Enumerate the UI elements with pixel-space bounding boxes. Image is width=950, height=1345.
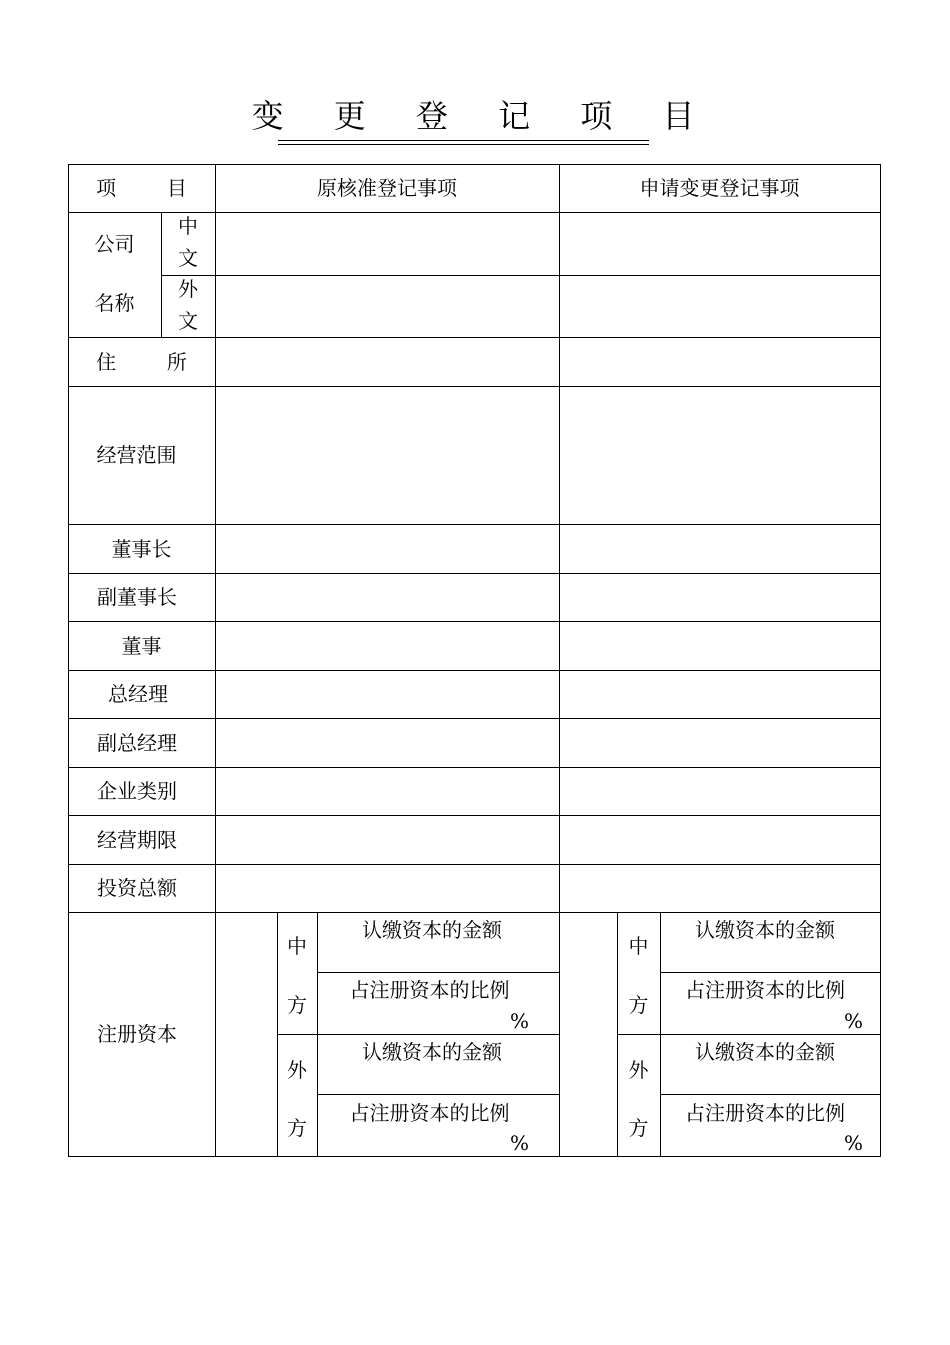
table-border-right: [880, 164, 881, 1157]
chairman-label: 董事长: [111, 536, 172, 561]
req-foreign-side-2: 方: [628, 1116, 649, 1140]
foreign-name-label-1: 外: [178, 277, 198, 301]
header-item: 项 目: [96, 176, 187, 200]
address-label: 住 所: [96, 349, 187, 374]
table-border-bottom: [68, 1156, 881, 1157]
orig-cn-subscribed-amount: 认缴资本的金额: [362, 918, 502, 942]
req-cn-subscribed-amount: 认缴资本的金额: [695, 918, 835, 942]
chinese-name-label-2: 文: [178, 246, 198, 270]
orig-foreign-side-2: 方: [287, 1116, 307, 1140]
orig-cn-percent: %: [510, 1009, 530, 1033]
orig-fn-percent: %: [510, 1131, 530, 1155]
capital-divider: [660, 1094, 881, 1095]
orig-cn-ratio: 占注册资本的比例: [349, 978, 510, 1002]
page-title: 变 更 登 记 项 目: [251, 97, 715, 135]
capital-divider: [617, 1034, 881, 1035]
company-name-label-1: 公司: [94, 232, 135, 256]
capital-divider: [317, 1094, 559, 1095]
orig-fn-subscribed-amount: 认缴资本的金额: [362, 1040, 502, 1064]
orig-chinese-side-1: 中: [287, 934, 307, 958]
capital-divider: [660, 972, 881, 973]
capital-divider: [317, 972, 559, 973]
company-name-label-2: 名称: [94, 291, 135, 315]
req-cn-ratio: 占注册资本的比例: [685, 978, 845, 1002]
orig-fn-ratio: 占注册资本的比例: [349, 1101, 510, 1125]
req-fn-subscribed-amount: 认缴资本的金额: [695, 1040, 835, 1064]
deputy-gm-label: 副总经理: [97, 730, 177, 755]
header-original: 原核准登记事项: [317, 176, 457, 200]
vice-chairman-label: 副董事长: [97, 585, 177, 609]
enterprise-type-label: 企业类别: [97, 779, 177, 803]
req-chinese-side-1: 中: [628, 934, 649, 958]
req-chinese-side-2: 方: [628, 993, 649, 1017]
title-underline: [278, 140, 649, 141]
req-cn-percent: %: [844, 1009, 864, 1033]
chinese-name-label-1: 中: [178, 214, 198, 238]
registered-capital-label: 注册资本: [97, 1022, 177, 1046]
req-fn-ratio: 占注册资本的比例: [685, 1101, 845, 1125]
business-scope-label: 经营范围: [96, 443, 177, 467]
director-label: 董事: [121, 633, 162, 658]
orig-chinese-side-2: 方: [287, 993, 307, 1017]
row-divider: [161, 275, 881, 276]
general-manager-label: 总经理: [108, 682, 168, 706]
req-foreign-side-1: 外: [628, 1058, 649, 1082]
column-divider: [559, 164, 560, 1157]
capital-divider: [277, 1034, 559, 1035]
column-divider: [215, 164, 216, 1157]
req-fn-percent: %: [844, 1131, 864, 1155]
title-underline-double: [278, 144, 649, 145]
orig-foreign-side-1: 外: [287, 1058, 307, 1082]
total-investment-label: 投资总额: [97, 876, 177, 900]
foreign-name-label-2: 文: [178, 309, 198, 333]
header-requested: 申请变更登记事项: [639, 176, 800, 200]
operating-period-label: 经营期限: [97, 827, 177, 852]
